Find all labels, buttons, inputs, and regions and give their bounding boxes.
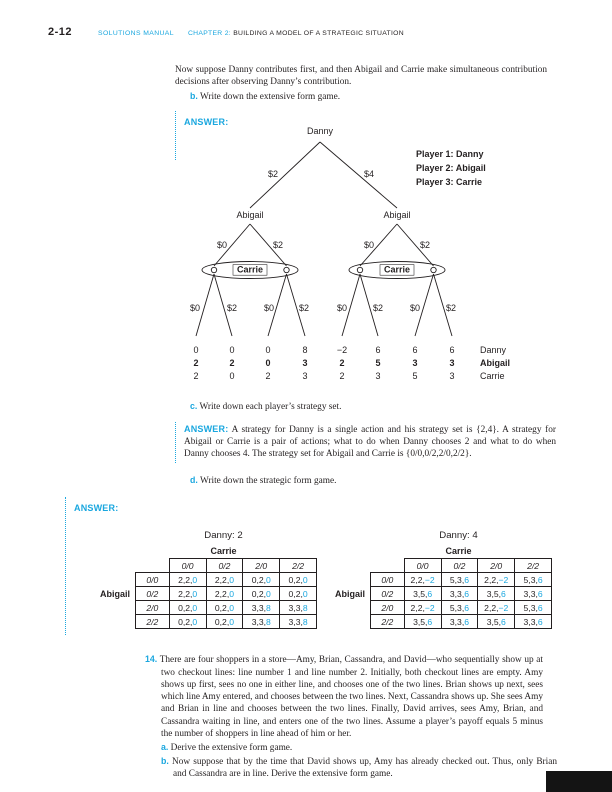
payoff-cell: 3,3,8 <box>243 615 280 629</box>
payoff-value: −2 <box>498 574 509 585</box>
payoff-matrix <box>135 558 317 629</box>
payoff-value: 6 <box>464 588 469 599</box>
page-corner-mark <box>546 771 612 792</box>
payoff-value: 2 <box>295 574 301 585</box>
payoff-value: 5 <box>420 588 426 599</box>
payoff-value: −2 <box>424 602 435 613</box>
payoff-cell: 0,2,0 <box>243 587 280 601</box>
payoff-carrie: 3 <box>375 371 381 382</box>
payoff-value: 6 <box>537 602 543 613</box>
payoff-value: 2 <box>410 602 416 613</box>
payoff-value: 3 <box>413 616 418 627</box>
matrix-row-header: 2/0 <box>371 601 405 615</box>
matrix-row <box>136 601 317 615</box>
matrix-row-header: 2/2 <box>371 615 405 629</box>
matrix-row <box>371 601 552 615</box>
payoff-abigail: 3 <box>412 358 418 369</box>
header-chapter-title: BUILDING A MODEL OF A STRATEGIC SITUATION <box>233 30 404 37</box>
payoff-value: 0 <box>192 588 198 599</box>
payoff-row-label-danny: Danny <box>480 345 507 356</box>
payoff-value: 6 <box>537 616 543 627</box>
payoff-cell: 0,2,0 <box>206 601 243 615</box>
payoff-value: 3 <box>523 616 529 627</box>
legend-player3: Player 3: Carrie <box>416 177 483 188</box>
answer-d-label: ANSWER: <box>74 503 119 514</box>
matrix-row-header: 2/2 <box>136 615 170 629</box>
payoff-value: 2 <box>417 602 423 613</box>
payoff-value: 5 <box>493 616 499 627</box>
tree-root-label: Danny <box>306 126 334 137</box>
problem-14-paragraph <box>145 653 543 740</box>
payoff-value: 5 <box>523 574 529 585</box>
payoff-abigail: 2 <box>193 358 199 369</box>
payoff-matrix <box>370 558 552 629</box>
payoff-danny: 6 <box>412 345 418 356</box>
payoff-abigail: 2 <box>229 358 235 369</box>
payoff-carrie: 3 <box>449 371 455 382</box>
problem-14-number: 14. <box>145 654 158 665</box>
strategic-form-danny4 <box>335 530 552 629</box>
payoff-cell: 2,2,−2 <box>404 601 441 615</box>
payoff-value: 0 <box>214 616 220 627</box>
matrix-row <box>371 573 552 587</box>
payoff-value: 2 <box>222 588 227 599</box>
payoff-carrie: 5 <box>412 371 418 382</box>
payoff-abigail: 2 <box>339 358 345 369</box>
payoff-value: 2 <box>222 616 227 627</box>
payoff-value: 6 <box>501 588 506 599</box>
payoff-value: 3 <box>523 588 529 599</box>
info-set-label: Carrie <box>383 264 411 275</box>
branch-label: $2 <box>273 240 284 251</box>
payoff-value: 8 <box>266 602 271 613</box>
payoff-value: 0 <box>288 574 294 585</box>
matrix-row <box>371 615 552 629</box>
payoff-value: 2 <box>185 588 191 599</box>
payoff-danny: 0 <box>229 345 235 356</box>
payoff-value: 0 <box>302 574 308 585</box>
payoff-value: 0 <box>214 602 220 613</box>
payoff-carrie: 0 <box>229 371 235 382</box>
payoff-cell: 3,3,6 <box>515 587 552 601</box>
payoff-cell: 2,2,0 <box>169 587 206 601</box>
answer-b-label: ANSWER: <box>184 117 229 128</box>
payoff-value: 3 <box>295 616 301 627</box>
payoff-value: 0 <box>229 588 234 599</box>
payoff-value: 3 <box>457 574 462 585</box>
payoff-cell: 5,3,6 <box>515 573 552 587</box>
matrix-col-header: 2/0 <box>243 559 280 573</box>
payoff-value: 2 <box>214 574 220 585</box>
strategic-form-tables <box>100 530 552 629</box>
payoff-carrie: 2 <box>193 371 199 382</box>
matrix-header-row <box>371 559 552 573</box>
page-header <box>0 0 612 38</box>
payoff-value: 5 <box>523 602 529 613</box>
legend-player2: Player 2: Abigail <box>416 163 486 174</box>
payoff-danny: 0 <box>193 345 199 356</box>
payoff-row-label-carrie: Carrie <box>480 371 505 382</box>
payoff-value: 3 <box>449 588 455 599</box>
payoff-value: 0 <box>178 616 183 627</box>
payoff-value: 3 <box>457 588 462 599</box>
payoff-value: 6 <box>501 616 506 627</box>
branch-label: $2 <box>373 303 384 314</box>
part-d-line <box>190 474 550 487</box>
payoff-cell: 3,3,6 <box>441 587 478 601</box>
part-c-label: c. <box>190 401 198 412</box>
payoff-danny: 6 <box>375 345 381 356</box>
matrix-row <box>136 615 317 629</box>
payoff-value: 0 <box>302 588 308 599</box>
branch-label: $0 <box>263 303 274 314</box>
tree-node-label: Abigail <box>383 210 411 221</box>
matrix-col-header: 0/0 <box>404 559 441 573</box>
matrix-column-player: Carrie <box>445 546 472 557</box>
payoff-cell: 0,2,0 <box>243 573 280 587</box>
matrix-column-player: Carrie <box>210 546 237 557</box>
matrix-header-row <box>136 559 317 573</box>
matrix-title: Danny: 4 <box>439 530 478 542</box>
extensive-form-game-tree <box>150 120 550 388</box>
matrix-title: Danny: 2 <box>204 530 243 542</box>
payoff-cell: 3,5,6 <box>478 615 515 629</box>
problem-14-subitems <box>161 741 557 780</box>
payoff-cell: 5,3,6 <box>441 573 478 587</box>
payoff-value: 6 <box>537 588 543 599</box>
payoff-value: 3 <box>486 588 492 599</box>
payoff-cell: 3,3,8 <box>280 601 317 615</box>
payoff-value: 2 <box>410 574 416 585</box>
branch-label: $2 <box>299 303 310 314</box>
payoff-cell: 2,2,0 <box>206 587 243 601</box>
answer-c-text: A strategy for Danny is a single action and his strategy set is {2,4}. A strategy for Abigail or Carrie is a pair of actions; what to do when Danny chooses 2 and what to do when Danny chooses 4. The strategy set for Abigail and Carrie is {0/0,0/2,2/0,2/2}. <box>184 424 556 460</box>
matrix-col-header: 0/2 <box>441 559 478 573</box>
decision-node <box>357 268 362 273</box>
payoff-value: 6 <box>537 574 543 585</box>
intro-paragraph: Now suppose Danny contributes first, and then Abigail and Carrie make simultaneous contribution decisions after observing Danny’s contribution. <box>175 65 547 88</box>
payoff-abigail: 5 <box>375 358 381 369</box>
payoff-value: −2 <box>424 574 435 585</box>
part-d-text: Write down the strategic form game. <box>199 475 337 486</box>
answer-d-block <box>65 497 552 635</box>
payoff-value: 2 <box>491 602 497 613</box>
payoff-value: 3 <box>530 602 536 613</box>
decision-node <box>284 268 289 273</box>
payoff-cell: 3,3,6 <box>441 615 478 629</box>
payoff-cell: 3,3,8 <box>243 601 280 615</box>
payoff-value: 2 <box>491 574 497 585</box>
payoff-value: 3 <box>295 602 301 613</box>
part-a-label: a. <box>161 742 169 753</box>
page-number: 2-12 <box>48 26 73 38</box>
payoff-danny: −2 <box>336 345 348 356</box>
payoff-value: −2 <box>498 602 509 613</box>
payoff-value: 0 <box>266 588 271 599</box>
payoff-value: 2 <box>258 588 264 599</box>
payoff-value: 3 <box>258 616 264 627</box>
matrix-corner-cell <box>371 559 405 573</box>
header-chapter-number: CHAPTER 2: <box>187 30 231 37</box>
payoff-value: 0 <box>251 574 257 585</box>
matrix-row <box>136 573 317 587</box>
payoff-cell: 3,5,6 <box>404 615 441 629</box>
payoff-value: 2 <box>222 574 227 585</box>
payoff-value: 0 <box>192 616 198 627</box>
payoff-value: 0 <box>229 602 234 613</box>
payoff-cell: 5,3,6 <box>441 601 478 615</box>
payoff-value: 0 <box>229 616 234 627</box>
payoff-value: 3 <box>530 616 536 627</box>
matrix-row-header: 2/0 <box>136 601 170 615</box>
payoff-abigail: 0 <box>265 358 271 369</box>
payoff-value: 6 <box>427 616 433 627</box>
payoff-cell: 5,3,6 <box>515 601 552 615</box>
payoff-value: 3 <box>457 602 462 613</box>
payoff-danny: 8 <box>302 345 308 356</box>
matrix-row <box>371 587 552 601</box>
matrix-col-header: 0/0 <box>169 559 206 573</box>
problem-14-text: There are four shoppers in a store—Amy, Brian, Cassandra, and David—who sequentially show up at two checkout lines: line number 1 and line number 2. Initially, both checkout lines are empty. Amy shows up first, sees no one in either line, and chooses one of the two lines. Brian shows up next, sees which line Amy entered, and chooses between the two lines. Next, Cassandra shows up. She sees Amy and Brian in line and chooses between the two lines. Finally, David arrives, sees Amy, Brian, and Cassandra waiting in line, and enters one of the two lines. Assume a player’s payoff equals 5 minus the number of shoppers in line ahead of him or her. <box>159 655 544 740</box>
payoff-cell: 2,2,−2 <box>478 601 515 615</box>
part-c-line <box>190 400 550 413</box>
payoff-value: 0 <box>251 588 257 599</box>
branch-label: $0 <box>363 240 374 251</box>
payoff-cell: 2,2,−2 <box>478 573 515 587</box>
payoff-value: 3 <box>288 602 294 613</box>
branch-label: $0 <box>409 303 420 314</box>
payoff-cell: 3,5,6 <box>478 587 515 601</box>
tree-edge <box>320 142 397 208</box>
payoff-value: 3 <box>288 616 294 627</box>
matrix-row <box>136 587 317 601</box>
payoff-value: 2 <box>295 588 301 599</box>
part-b-text: Write down the extensive form game. <box>199 91 341 102</box>
part-b2-text: Now suppose that by the time that David shows up, Amy has already checked out. Thus, only Brian and Cassandra are in line. Derive the extensive form game. <box>172 756 557 779</box>
part-c-text: Write down each player’s strategy set. <box>199 402 342 413</box>
strategic-form-danny2 <box>100 530 317 629</box>
payoff-value: 3 <box>457 616 462 627</box>
payoff-value: 3 <box>449 616 455 627</box>
payoff-cell: 0,2,0 <box>206 615 243 629</box>
payoff-danny: 0 <box>265 345 271 356</box>
payoff-cell: 2,2,−2 <box>404 573 441 587</box>
payoff-carrie: 2 <box>339 371 345 382</box>
payoff-value: 3 <box>251 602 257 613</box>
payoff-value: 6 <box>464 616 469 627</box>
payoff-cell: 2,2,0 <box>206 573 243 587</box>
branch-label: $0 <box>189 303 200 314</box>
payoff-value: 8 <box>302 616 308 627</box>
payoff-value: 8 <box>302 602 308 613</box>
payoff-carrie: 2 <box>265 371 271 382</box>
answer-c-block <box>175 422 556 463</box>
payoff-cell: 3,5,6 <box>404 587 441 601</box>
payoff-cell: 0,2,0 <box>169 615 206 629</box>
tree-node-label: Abigail <box>236 210 264 221</box>
payoff-value: 0 <box>192 602 198 613</box>
part-b2-label: b. <box>161 755 169 766</box>
payoff-cell: 3,3,6 <box>515 615 552 629</box>
branch-label: $2 <box>267 169 278 180</box>
matrix-col-header: 2/2 <box>515 559 552 573</box>
payoff-value: 3 <box>486 616 492 627</box>
matrix-row-header: 0/0 <box>371 573 405 587</box>
answer-c-label: ANSWER: <box>184 423 229 434</box>
payoff-danny: 6 <box>449 345 455 356</box>
matrix-row-player: Abigail <box>335 588 366 599</box>
payoff-value: 3 <box>413 588 418 599</box>
payoff-value: 2 <box>222 602 227 613</box>
part-b-line <box>190 90 550 103</box>
payoff-cell: 2,2,0 <box>169 573 206 587</box>
payoff-value: 2 <box>258 574 264 585</box>
legend-player1: Player 1: Danny <box>416 149 484 160</box>
matrix-row-player: Abigail <box>100 588 131 599</box>
payoff-value: 6 <box>464 574 469 585</box>
matrix-row-header: 0/2 <box>371 587 405 601</box>
payoff-value: 3 <box>258 602 264 613</box>
branch-label: $0 <box>336 303 347 314</box>
payoff-carrie: 3 <box>302 371 308 382</box>
payoff-value: 6 <box>427 588 433 599</box>
payoff-value: 2 <box>185 574 191 585</box>
header-manual-label: SOLUTIONS MANUAL <box>98 30 174 37</box>
branch-label: $2 <box>227 303 238 314</box>
branch-label: $2 <box>420 240 431 251</box>
payoff-value: 2 <box>214 588 220 599</box>
payoff-value: 2 <box>484 574 489 585</box>
payoff-cell: 3,3,8 <box>280 615 317 629</box>
problem-14-part-b <box>161 755 557 781</box>
matrix-col-header: 2/2 <box>280 559 317 573</box>
payoff-value: 2 <box>178 588 183 599</box>
payoff-cell: 0,2,0 <box>280 587 317 601</box>
payoff-value: 6 <box>464 602 469 613</box>
matrix-col-header: 2/0 <box>478 559 515 573</box>
payoff-value: 0 <box>288 588 294 599</box>
problem-14 <box>145 653 557 780</box>
payoff-value: 0 <box>192 574 198 585</box>
payoff-cell: 0,2,0 <box>169 601 206 615</box>
part-d-label: d. <box>190 474 198 485</box>
part-a-text: Derive the extensive form game. <box>170 743 293 754</box>
tree-edge <box>250 142 320 208</box>
payoff-value: 5 <box>449 602 455 613</box>
payoff-value: 3 <box>251 616 257 627</box>
branch-label: $2 <box>446 303 457 314</box>
payoff-value: 0 <box>229 574 234 585</box>
payoff-value: 0 <box>266 574 271 585</box>
matrix-row-header: 0/0 <box>136 573 170 587</box>
branch-label: $0 <box>216 240 227 251</box>
matrix-col-header: 0/2 <box>206 559 243 573</box>
payoff-value: 5 <box>449 574 455 585</box>
payoff-row-label-abigail: Abigail <box>480 358 511 369</box>
payoff-abigail: 3 <box>449 358 455 369</box>
info-set-label: Carrie <box>236 264 264 275</box>
payoff-value: 5 <box>493 588 499 599</box>
payoff-value: 8 <box>266 616 271 627</box>
payoff-value: 2 <box>417 574 423 585</box>
header-chapter <box>188 30 404 37</box>
problem-14-part-a <box>161 741 557 754</box>
matrix-row-header: 0/2 <box>136 587 170 601</box>
payoff-value: 2 <box>185 602 191 613</box>
matrix-corner-cell <box>136 559 170 573</box>
decision-node <box>431 268 436 273</box>
payoff-value: 5 <box>420 616 426 627</box>
branch-label: $4 <box>364 169 375 180</box>
part-b-label: b. <box>190 90 198 101</box>
decision-node <box>211 268 216 273</box>
payoff-value: 2 <box>185 616 191 627</box>
payoff-cell: 0,2,0 <box>280 573 317 587</box>
payoff-value: 2 <box>178 574 183 585</box>
payoff-value: 3 <box>530 574 536 585</box>
payoff-abigail: 3 <box>302 358 308 369</box>
payoff-value: 0 <box>178 602 183 613</box>
payoff-value: 2 <box>484 602 489 613</box>
payoff-value: 3 <box>530 588 536 599</box>
